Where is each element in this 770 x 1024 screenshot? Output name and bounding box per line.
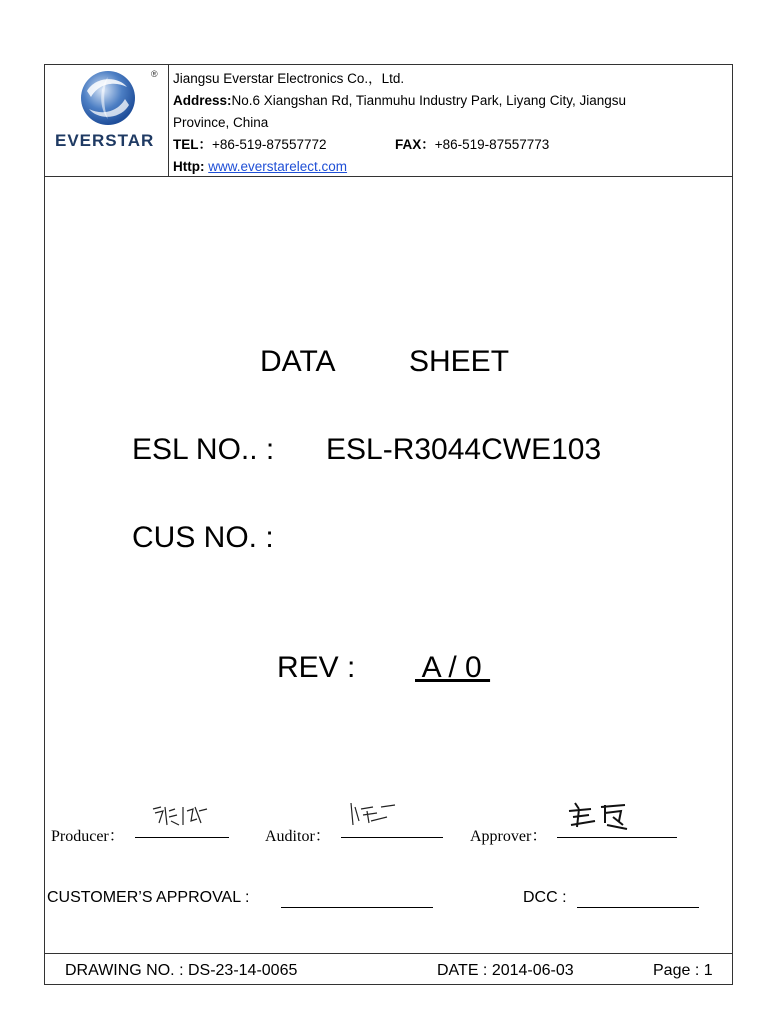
dcc-line[interactable] [577,907,699,908]
auditor-signature [347,801,399,827]
tel-value: +86-519-87557772 [212,137,327,152]
esl-value: ESL-R3044CWE103 [326,433,602,466]
approver-label: Approver： [470,828,548,845]
address-line [173,90,626,112]
website-link[interactable]: www.everstarelect.com [208,159,348,174]
auditor-label: Auditor： [265,828,331,845]
dcc-label: DCC : [523,889,567,906]
approver-signature-line [557,837,677,838]
title-data: DATA [260,345,336,378]
logo-cell [45,65,169,176]
fax-block [395,134,549,156]
fax-label: FAX： [395,137,435,152]
contact-line [173,134,626,156]
tel-label: TEL： [173,137,212,152]
date: DATE : 2014-06-03 [437,962,574,979]
producer-signature-line [135,837,229,838]
registered-mark: ® [151,69,158,79]
document-frame [44,64,733,985]
logo-text: EVERSTAR [55,131,155,150]
website-line [173,156,626,178]
page-number: Page : 1 [653,962,713,979]
fax-value: +86-519-87557773 [434,137,550,152]
cus-label: CUS NO. : [132,521,274,554]
everstar-logo-icon [77,69,139,127]
company-name: Jiangsu Everstar Electronics Co.，Ltd. [173,71,405,86]
drawing-number: DRAWING NO. : DS-23-14-0065 [65,962,298,979]
rev-value: A / 0 [415,651,491,684]
title-sheet: SHEET [409,345,510,378]
rev-label: REV : [277,651,356,684]
esl-label: ESL NO.. : [132,433,275,466]
customer-approval-line[interactable] [281,907,433,908]
address-label: Address: [173,93,232,108]
footer [45,953,732,986]
producer-label: Producer： [51,828,125,845]
producer-signature [149,803,211,829]
header [45,65,732,177]
company-info [173,68,626,178]
approver-signature [565,799,631,833]
address-line-2: Province, China [173,115,269,130]
auditor-signature-line [341,837,443,838]
customer-approval-label: CUSTOMER’S APPROVAL : [47,889,250,906]
address-value: No.6 Xiangshan Rd, Tianmuhu Industry Park, Liyang City, Jiangsu [231,93,626,108]
http-label: Http: [173,159,205,174]
